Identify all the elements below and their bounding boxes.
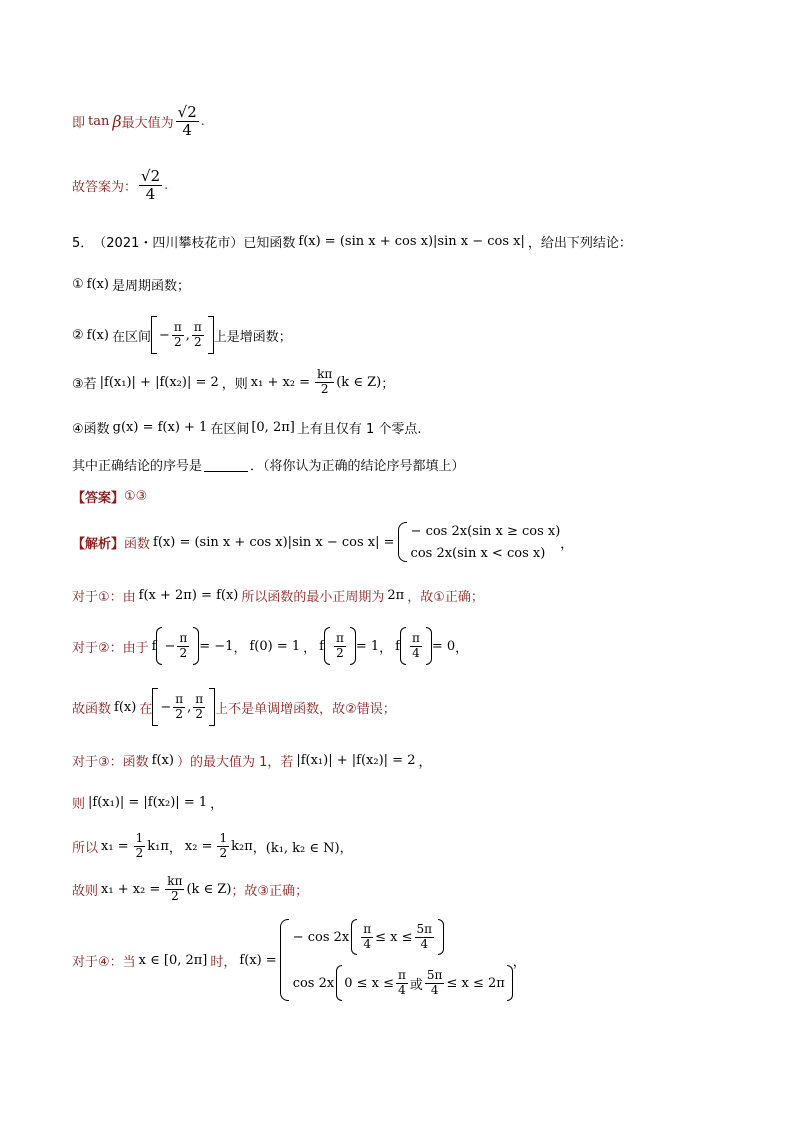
step-3: 对于③：函数 f(x) ）的最大值为 1，若 |f(x₁)| + |f(x₂)| = 2 ， (72, 753, 432, 770)
conclusion-1: ① f(x) 是周期函数； (72, 277, 190, 294)
sqrt2-over-4: $\frac{√2}{4}$ (177, 103, 197, 140)
analysis-line: 【解析】 函数 f(x) = (sin x + cos x)|sin x − cos x| = − cos 2x(sin x ≥ cos x) cos 2x(sin x < cos x) ， (72, 520, 573, 564)
interval-neg-pi2-pi2: − $\frac{\pi}{2}$ , $\frac{\pi}{2}$ (151, 316, 214, 354)
step-3c: 所以 x₁ = $\frac{1}{2}$ k₁π ， x₂ = $\frac{1}{2}$ k₂π ，(k₁, k₂ ∈ N) ， (72, 831, 353, 860)
step-1: 对于①：由 f(x + 2π) = f(x) 所以函数的最小正周期为 2π ，故①正确； (72, 588, 484, 605)
brace-icon (280, 919, 289, 1001)
answer-line: 【答案】 ①③ (72, 489, 148, 506)
line-answer-summary: 故答案为： $\frac{√2}{4}$ . (72, 167, 169, 204)
step-2: 对于②：由于 f − $\frac{\pi}{2}$ = −1 ， f(0) = 1 ， f $\frac{\pi}{2}$ = 1 ， f $\frac{\pi}{4}$ = 0 ， (72, 627, 468, 665)
question-line: 其中正确结论的序号是 ．（将你认为正确的结论序号都填上） (72, 459, 465, 474)
problem-statement: 5． （2021・四川攀枝花市） 已知函数 f(x) = (sin x + cos x)|sin x − cos x| ，给出下列结论： (72, 234, 632, 251)
conclusion-2: ② f(x) 在区间 − $\frac{\pi}{2}$ , $\frac{\pi}{2}$ 上是增函数； (72, 316, 292, 354)
conclusion-3: ③若 |f(x₁)| + |f(x₂)| = 2 ，则 x₁ + x₂ = $\frac{k\pi}{2}$ (k ∈ Z) ； (72, 367, 395, 396)
step-3b: 则 |f(x₁)| = |f(x₂)| = 1 ， (72, 795, 224, 812)
conclusion-4: ④函数 g(x) = f(x) + 1 在区间 [0, 2π] 上有且仅有 1 个零点. (72, 420, 422, 437)
step-3d: 故则 x₁ + x₂ = $\frac{k\pi}{2}$ (k ∈ Z) ；故③正确； (72, 874, 309, 903)
step-4: 对于④：当 x ∈ [0, 2π] 时， f(x) = − cos 2x $\frac{\pi}{4}$ ≤ x ≤ $\frac{5\pi}{4}$ cos 2x 0 ≤ x ≤ $\frac{\pi}{4}$ 或 $\frac{5\pi}{4}$ ≤ x ≤ 2π ， (72, 914, 526, 1006)
answer-blank (204, 457, 248, 472)
brace-icon (398, 522, 407, 562)
interval-neg-pi2-pi2: − $\frac{\pi}{2}$ , $\frac{\pi}{2}$ (152, 688, 215, 726)
line-tan-beta-max: 即 tan β 最大值为 $\frac{√2}{4}$ . (72, 103, 205, 140)
step-2b: 故函数 f(x) 在 − $\frac{\pi}{2}$ , $\frac{\pi}{2}$ 上不是单调增函数，故②错误； (72, 688, 396, 726)
piecewise-cases: − cos 2x $\frac{\pi}{4}$ ≤ x ≤ $\frac{5\pi}{4}$ cos 2x 0 ≤ x ≤ $\frac{\pi}{4}$ 或 $\frac{5\pi}{4}$ ≤ x ≤ 2π (293, 914, 513, 1006)
sqrt2-over-4: $\frac{√2}{4}$ (141, 167, 161, 204)
piecewise-cases: − cos 2x(sin x ≥ cos x) cos 2x(sin x < cos x) (410, 523, 561, 561)
